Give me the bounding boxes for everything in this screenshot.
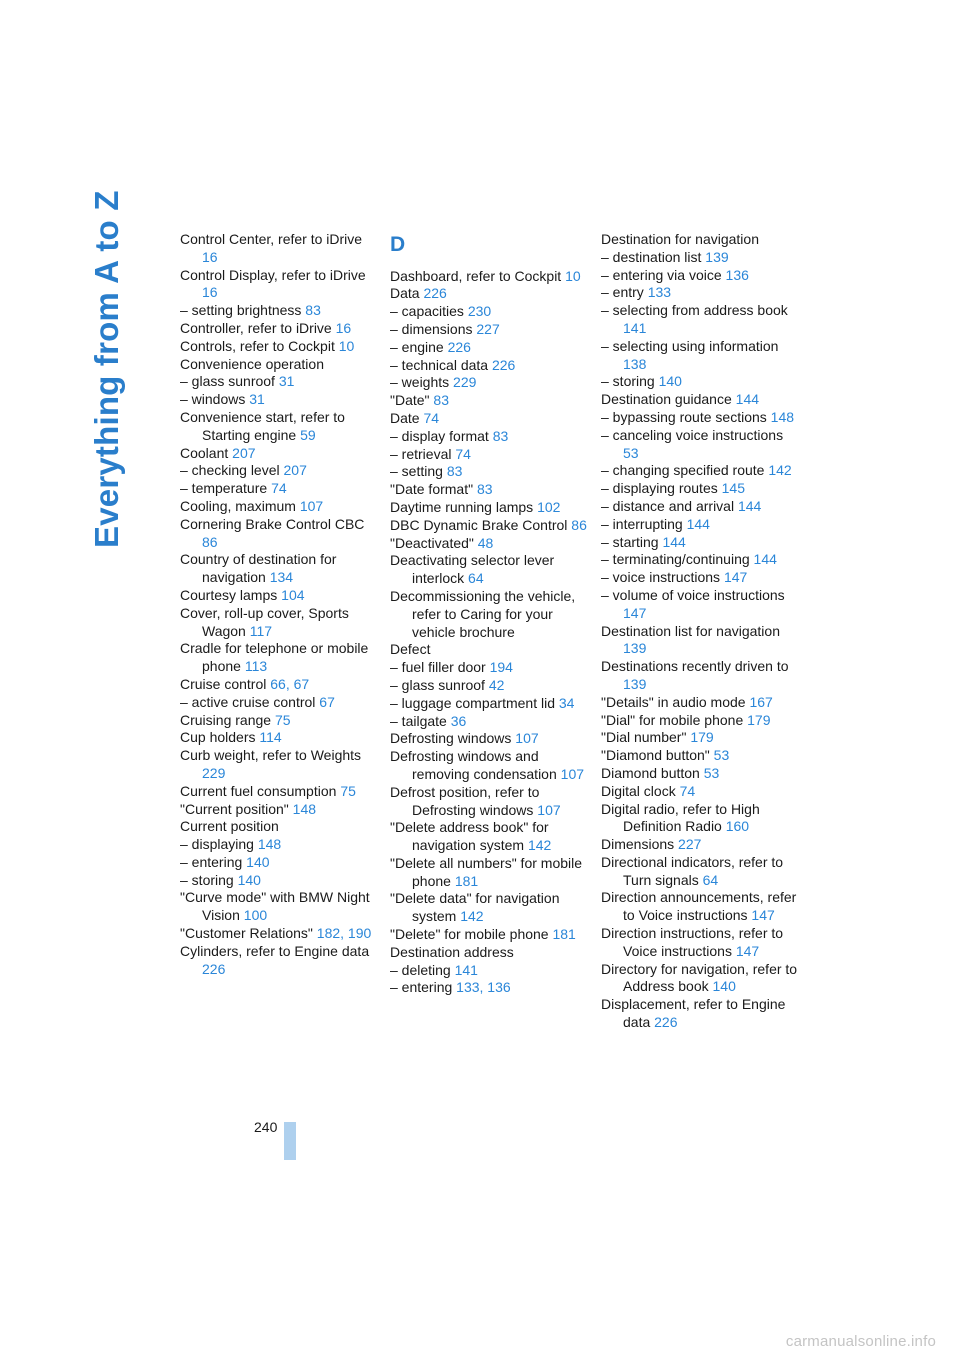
entry-text: – bypassing route sections [601, 408, 771, 425]
page-reference-link[interactable]: 230 [467, 303, 492, 320]
index-entry [601, 801, 801, 837]
page-reference-link[interactable]: 16 [202, 284, 218, 301]
index-entry [390, 926, 590, 944]
page-reference-link[interactable]: 142 [460, 908, 484, 925]
entry-text: "Diamond button" [601, 747, 714, 764]
index-entry [390, 819, 590, 855]
page-reference-link[interactable]: 83 [492, 427, 509, 444]
index-entry [180, 498, 380, 516]
entry-text: Courtesy lamps [180, 586, 282, 603]
side-title: Everything from A to Z [88, 190, 125, 548]
entry-text: Controls, refer to Cockpit [180, 337, 339, 354]
entry-text: Current position [180, 818, 279, 835]
index-entry [601, 569, 801, 587]
page-reference-link[interactable]: 226 [447, 338, 471, 355]
entry-text: – weights [390, 374, 454, 391]
entry-text: – engine [390, 338, 448, 355]
index-entry [601, 231, 801, 249]
index-entry [601, 765, 801, 783]
entry-text: – starting [601, 533, 663, 550]
entry-text: – dimensions [390, 320, 477, 337]
index-column-1 [180, 231, 380, 978]
entry-text: Defect [390, 641, 431, 658]
entry-text: – active cruise control [180, 693, 320, 710]
index-entry [180, 391, 380, 409]
index-entry [180, 783, 380, 801]
index-entry [180, 373, 380, 391]
page-reference-link[interactable]: 139 [623, 640, 647, 657]
entry-text: – luggage compartment lid [390, 694, 559, 711]
entry-text: Diamond button [601, 764, 704, 781]
entry-text: – tailgate [390, 712, 451, 729]
index-entry [601, 854, 801, 890]
page-reference-link[interactable]: 141 [454, 961, 478, 978]
page-reference-link[interactable]: 102 [537, 498, 561, 515]
page-reference-link[interactable]: 145 [721, 480, 745, 497]
index-entry [180, 836, 380, 854]
index-column-3 [601, 231, 801, 1032]
entry-text: "Delete address book" for navigation system [390, 819, 549, 854]
index-entry [390, 552, 590, 588]
page-reference-link[interactable]: 67 [319, 693, 335, 710]
entry-text: – distance and arrival [601, 497, 738, 514]
index-entry [601, 925, 801, 961]
index-entry [180, 747, 380, 783]
index-entry [390, 285, 590, 303]
page-reference-link[interactable]: 113 [244, 658, 268, 675]
entry-text: Cylinders, refer to Engine data [180, 942, 370, 959]
page-reference-link[interactable]: 182, 190 [316, 925, 372, 942]
entry-text: Direction announcements, refer to Voice instructions [601, 889, 797, 924]
entry-text: Cornering Brake Control CBC [180, 515, 365, 532]
index-entry [601, 996, 801, 1032]
entry-text: – changing specified route [601, 462, 769, 479]
index-entry [180, 925, 380, 943]
index-entry [180, 338, 380, 356]
page-reference-link[interactable]: 134 [269, 569, 294, 586]
entry-text: Destination address [390, 943, 514, 960]
index-entry [601, 498, 801, 516]
page-reference-link[interactable]: 141 [623, 319, 647, 336]
page-reference-link[interactable]: 148 [292, 800, 317, 817]
entry-text: Destination list for navigation [601, 622, 780, 639]
index-entry [390, 410, 590, 428]
page-reference-link[interactable]: 10 [565, 267, 581, 284]
index-entry [390, 463, 590, 481]
page-reference-link[interactable]: 10 [338, 337, 355, 354]
page-reference-link[interactable]: 133, 136 [456, 979, 511, 996]
entry-text: "Delete all numbers" for mobile phone [390, 854, 583, 889]
page-reference-link[interactable]: 104 [281, 586, 305, 603]
index-entry [601, 587, 801, 623]
page-reference-link[interactable]: 226 [491, 356, 516, 373]
page-reference-link[interactable]: 142 [768, 462, 792, 479]
entry-text: Cooling, maximum [180, 497, 300, 514]
entry-text: – deleting [390, 961, 455, 978]
page-reference-link[interactable]: 74 [455, 445, 471, 462]
entry-text: "Curve mode" with BMW Night Vision [180, 889, 370, 924]
entry-text: Cradle for telephone or mobile phone [180, 640, 369, 675]
entry-text: – displaying [180, 836, 258, 853]
index-entry [601, 551, 801, 569]
entry-text: Cruise control [180, 675, 271, 692]
index-entry [180, 231, 380, 267]
entry-text: Convenience operation [180, 355, 324, 372]
index-entry [180, 302, 380, 320]
page-reference-link[interactable]: 75 [274, 711, 291, 728]
page-number: 240 [254, 1119, 278, 1135]
entry-text: – destination list [601, 248, 706, 265]
index-entry [601, 836, 801, 854]
entry-text: – technical data [390, 356, 492, 373]
entry-text: – selecting from address book [601, 302, 788, 319]
index-entry [601, 783, 801, 801]
entry-text: Date [390, 409, 424, 426]
index-entry [390, 713, 590, 731]
page-reference-link[interactable]: 83 [446, 463, 463, 480]
entry-text: – entering [390, 979, 457, 996]
page-reference-link[interactable]: 107 [299, 497, 324, 514]
index-entry [601, 267, 801, 285]
page-reference-link[interactable]: 140 [237, 871, 261, 888]
index-entry [390, 979, 590, 997]
index-entry [601, 338, 801, 374]
entry-text: – fuel filler door [390, 659, 490, 676]
entry-text: "Dial" for mobile phone [601, 711, 748, 728]
entry-text: Defrost position, refer to Defrosting windows [390, 783, 540, 818]
index-entry [390, 748, 590, 784]
index-entry [180, 320, 380, 338]
page-reference-link[interactable]: 144 [735, 391, 760, 408]
entry-text: – selecting using information [601, 337, 779, 354]
entry-text: Cruising range [180, 711, 275, 728]
entry-text: – displaying routes [601, 480, 722, 497]
page-reference-link[interactable]: 148 [770, 408, 795, 425]
entry-text: Country of destination for navigation [180, 551, 337, 586]
index-entry [390, 944, 590, 962]
page-reference-link[interactable]: 74 [423, 409, 440, 426]
page-reference-link[interactable]: 107 [560, 765, 585, 782]
entry-text: Cup holders [180, 729, 260, 746]
section-letter: D [390, 233, 406, 256]
entry-text: – terminating/continuing [601, 551, 754, 568]
page-reference-link[interactable]: 179 [690, 729, 714, 746]
index-entry [390, 784, 590, 820]
index-entry [390, 481, 590, 499]
page-reference-link[interactable]: 53 [703, 764, 720, 781]
entry-text: – windows [180, 391, 250, 408]
index-entry [601, 409, 801, 427]
page-reference-link[interactable]: 144 [753, 551, 777, 568]
page-reference-link[interactable]: 142 [527, 837, 552, 854]
index-entry [601, 694, 801, 712]
page-reference-link[interactable]: 226 [654, 1014, 678, 1031]
page-reference-link[interactable]: 16 [335, 319, 352, 336]
page-reference-link[interactable]: 139 [705, 248, 729, 265]
page-reference-link[interactable]: 144 [737, 497, 762, 514]
index-entry [601, 391, 801, 409]
index-entry [180, 267, 380, 303]
index-entry [390, 962, 590, 980]
page-reference-link[interactable]: 31 [249, 391, 265, 408]
entry-text: Control Display, refer to iDrive [180, 266, 366, 283]
index-entry [180, 409, 380, 445]
index-entry [180, 605, 380, 641]
entry-text: Destinations recently driven to [601, 658, 789, 675]
index-entry [390, 659, 590, 677]
entry-text: – volume of voice instructions [601, 586, 785, 603]
page-reference-link[interactable]: 207 [232, 444, 256, 461]
page-reference-link[interactable]: 138 [623, 355, 647, 372]
entry-text: – checking level [180, 462, 284, 479]
index-entry [180, 872, 380, 890]
entry-text: – storing [601, 373, 659, 390]
entry-text: Defrosting windows and removing condensation [390, 748, 561, 782]
entry-text: – glass sunroof [390, 676, 489, 693]
entry-text: – retrieval [390, 445, 456, 462]
index-entry [180, 462, 380, 480]
page-reference-link[interactable]: 160 [725, 818, 750, 835]
page-reference-link[interactable]: 75 [340, 782, 356, 799]
page-reference-link[interactable]: 64 [468, 570, 484, 587]
page-reference-link[interactable]: 227 [678, 836, 702, 853]
page-reference-link[interactable]: 83 [476, 481, 493, 498]
page-reference-link[interactable]: 140 [246, 853, 270, 870]
entry-text: "Customer Relations" [180, 925, 317, 942]
page-reference-link[interactable]: 229 [202, 764, 226, 781]
index-entry [601, 373, 801, 391]
entry-text: Current fuel consumption [180, 782, 341, 799]
entry-text: Direction instructions, refer to Voice instructions [601, 925, 784, 959]
entry-text: Dimensions [601, 836, 679, 853]
entry-text: Destination guidance [601, 391, 736, 408]
page-reference-link[interactable]: 114 [259, 729, 282, 746]
page-reference-link[interactable]: 48 [477, 534, 494, 551]
index-entry [601, 249, 801, 267]
entry-text: Control Center, refer to iDrive [180, 231, 363, 247]
page-reference-link[interactable]: 107 [515, 730, 539, 747]
index-entry [390, 303, 590, 321]
entry-text: DBC Dynamic Brake Control [390, 516, 572, 533]
page-reference-link[interactable]: 133 [647, 284, 672, 301]
entry-text: – setting [390, 463, 447, 480]
entry-text: – entry [601, 284, 648, 301]
entry-text: Deactivating selector lever interlock [390, 552, 555, 587]
page-marker-bar [284, 1122, 296, 1160]
entry-text: "Details" in audio mode [601, 693, 750, 710]
page-reference-link[interactable]: 181 [552, 926, 576, 943]
index-column-2 [390, 231, 590, 997]
index-entry [601, 534, 801, 552]
entry-text: Directory for navigation, refer to Address book [601, 960, 798, 995]
entry-text: – capacities [390, 303, 468, 320]
entry-text: Cover, roll-up cover, Sports Wagon [180, 604, 349, 639]
index-entry [390, 339, 590, 357]
entry-text: "Date format" [390, 481, 477, 498]
page-reference-link[interactable]: 66, 67 [270, 675, 310, 692]
page-reference-link[interactable]: 147 [723, 569, 748, 586]
index-entry [601, 747, 801, 765]
entry-text: – entering [180, 853, 247, 870]
index-entry [180, 729, 380, 747]
page-reference-link[interactable]: 194 [489, 659, 513, 676]
page-reference-link[interactable]: 53 [713, 747, 730, 764]
page-reference-link[interactable]: 74 [679, 782, 696, 799]
page-reference-link[interactable]: 229 [453, 374, 477, 391]
page-reference-link[interactable]: 179 [747, 711, 771, 728]
index-entry [601, 427, 801, 463]
page-reference-link[interactable]: 147 [735, 942, 760, 959]
entry-text: Destination for navigation [601, 231, 759, 247]
index-entry [390, 446, 590, 464]
page-reference-link[interactable]: 140 [658, 373, 682, 390]
index-entry [601, 516, 801, 534]
entry-text: "Dial number" [601, 729, 691, 746]
entry-text: Convenience start, refer to Starting engine [180, 408, 345, 443]
entry-text: – temperature [180, 480, 272, 497]
page-reference-link[interactable]: 148 [257, 836, 282, 853]
entry-text: "Date" [390, 392, 434, 409]
entry-text: – voice instructions [601, 569, 724, 586]
index-entry [180, 943, 380, 979]
index-entry [180, 356, 380, 374]
index-entry [180, 889, 380, 925]
entry-text: Curb weight, refer to Weights [180, 747, 362, 764]
page-reference-link[interactable]: 226 [202, 960, 226, 977]
index-entry [601, 729, 801, 747]
entry-text: Digital radio, refer to High Definition Radio [601, 800, 760, 835]
index-entry [601, 712, 801, 730]
entry-text: – setting brightness [180, 302, 306, 319]
index-entry [601, 480, 801, 498]
index-entry [390, 321, 590, 339]
index-entry [180, 694, 380, 712]
page-reference-link[interactable]: 227 [476, 320, 500, 337]
page-reference-link[interactable]: 74 [271, 480, 287, 497]
page-reference-link[interactable]: 83 [433, 392, 449, 409]
page-reference-link[interactable]: 53 [623, 444, 639, 461]
entry-text: Dashboard, refer to Cockpit [390, 267, 566, 284]
index-entry [180, 712, 380, 730]
index-entry [180, 516, 380, 552]
index-entry [180, 818, 380, 836]
entry-text: "Deactivated" [390, 534, 478, 551]
index-entry [601, 284, 801, 302]
page-reference-link[interactable]: 59 [300, 426, 316, 443]
entry-text: "Delete" for mobile phone [390, 926, 553, 943]
index-entry [390, 695, 590, 713]
index-entry [390, 428, 590, 446]
page-reference-link[interactable]: 181 [454, 872, 479, 889]
page-reference-link[interactable]: 34 [558, 694, 575, 711]
index-entry [180, 445, 380, 463]
index-entry [390, 677, 590, 695]
page-reference-link[interactable]: 86 [571, 516, 587, 533]
page-reference-link[interactable]: 86 [202, 533, 218, 550]
index-entry [180, 854, 380, 872]
page-reference-link[interactable]: 64 [702, 871, 719, 888]
index-entry [601, 961, 801, 997]
page-reference-link[interactable]: 42 [488, 676, 505, 693]
index-entry [601, 623, 801, 659]
index-entry [390, 730, 590, 748]
index-entry [390, 357, 590, 375]
index-entry [390, 392, 590, 410]
index-entry [390, 890, 590, 926]
page-reference-link[interactable]: 207 [283, 462, 307, 479]
page-reference-link[interactable]: 31 [278, 373, 295, 390]
index-entry [180, 480, 380, 498]
entry-text: Digital clock [601, 782, 680, 799]
entry-text: "Delete data" for navigation system [390, 890, 560, 925]
entry-text: – canceling voice instructions [601, 426, 784, 443]
index-entry [180, 587, 380, 605]
index-entry [180, 801, 380, 819]
index-entry [390, 374, 590, 392]
index-entry [601, 658, 801, 694]
page-reference-link[interactable]: 147 [751, 907, 775, 924]
index-entry [390, 641, 590, 659]
index-entry [180, 551, 380, 587]
index-entry [180, 640, 380, 676]
entry-text: Decommissioning the vehicle, refer to Caring for your vehicle brochure [390, 587, 576, 640]
page-reference-link[interactable]: 140 [712, 978, 736, 995]
index-entry [390, 268, 590, 286]
page-reference-link[interactable]: 100 [243, 907, 268, 924]
page-reference-link[interactable]: 144 [662, 533, 686, 550]
index-entry [180, 676, 380, 694]
watermark: carmanualsonline.info [785, 1333, 936, 1350]
entry-text: Daytime running lamps [390, 498, 538, 515]
page-reference-link[interactable]: 144 [686, 515, 710, 532]
page-reference-link[interactable]: 147 [623, 604, 647, 621]
index-entry [390, 499, 590, 517]
entry-text: Defrosting windows [390, 730, 516, 747]
page-reference-link[interactable]: 136 [725, 266, 749, 283]
entry-text: Coolant [180, 444, 233, 461]
index-entry [390, 535, 590, 553]
page-reference-link[interactable]: 117 [249, 622, 273, 639]
entry-text: – storing [180, 871, 238, 888]
entry-text: Controller, refer to iDrive [180, 319, 336, 336]
page-reference-link[interactable]: 226 [423, 285, 447, 302]
page-reference-link[interactable]: 36 [450, 712, 467, 729]
page-reference-link[interactable]: 16 [202, 248, 218, 265]
index-entry [601, 302, 801, 338]
index-entry [390, 855, 590, 891]
entry-text: – interrupting [601, 515, 687, 532]
entry-text: – glass sunroof [180, 373, 279, 390]
entry-text: Directional indicators, refer to Turn signals [601, 853, 784, 888]
page-reference-link[interactable]: 83 [305, 302, 321, 319]
entry-text: – display format [390, 427, 493, 444]
index-entry [390, 588, 590, 641]
index-entry [601, 889, 801, 925]
index-entry [390, 517, 590, 535]
index-entry [601, 462, 801, 480]
entry-text: "Current position" [180, 800, 293, 817]
entry-text: Displacement, refer to Engine data [601, 996, 786, 1031]
page-reference-link[interactable]: 167 [749, 693, 773, 710]
entry-text: Data [390, 285, 424, 302]
entry-text: – entering via voice [601, 266, 726, 283]
page-reference-link[interactable]: 139 [623, 675, 647, 692]
page-reference-link[interactable]: 107 [537, 801, 561, 818]
